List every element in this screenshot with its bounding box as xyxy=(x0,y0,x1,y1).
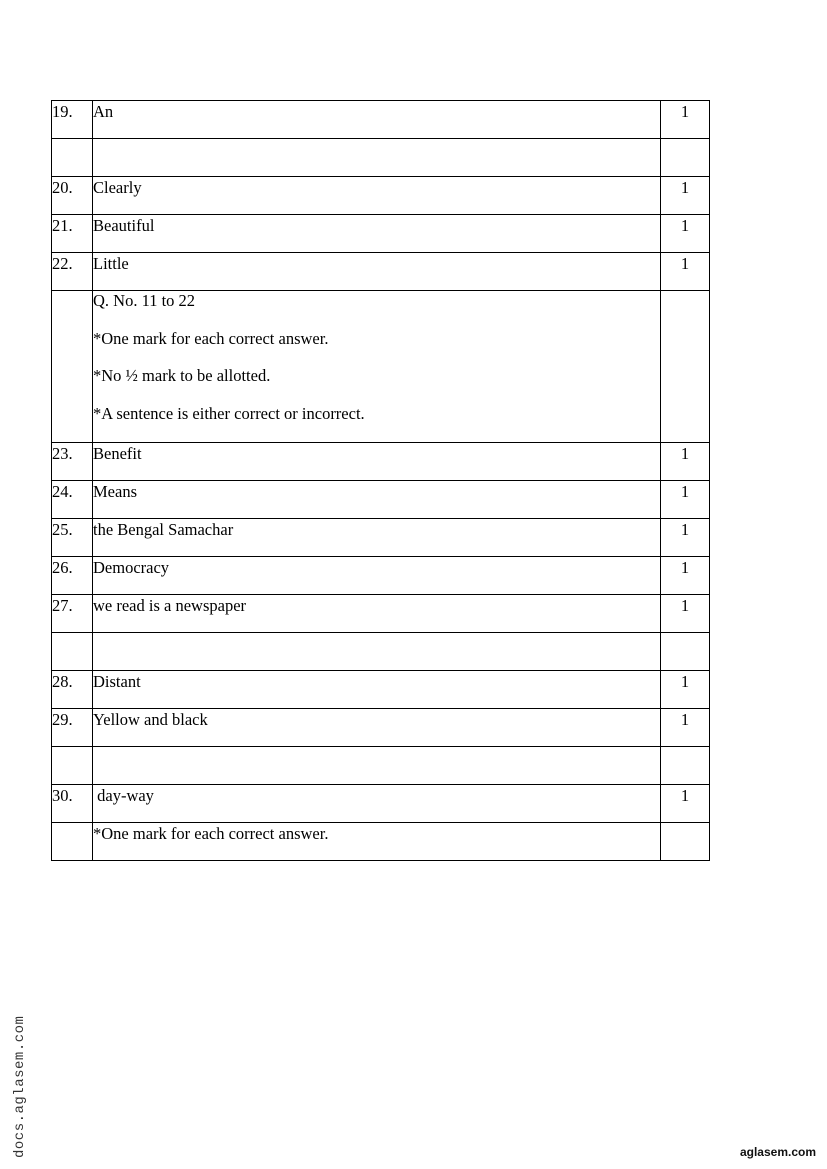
answer-text: Means xyxy=(93,481,661,519)
marks-value: 1 xyxy=(661,785,710,823)
answer-text: Clearly xyxy=(93,177,661,215)
note-line: Q. No. 11 to 22 xyxy=(93,291,196,310)
table-row xyxy=(52,671,710,709)
table-row xyxy=(52,823,710,861)
table-row xyxy=(52,747,710,785)
marking-notes xyxy=(93,291,661,443)
answer-text xyxy=(93,747,661,785)
answer-text: day-way xyxy=(93,785,661,823)
answer-text: the Bengal Samachar xyxy=(93,519,661,557)
marks-value: 1 xyxy=(661,709,710,747)
table-row xyxy=(52,253,710,291)
marks-value: 1 xyxy=(661,481,710,519)
answer-text: Yellow and black xyxy=(93,709,661,747)
marks-value: 1 xyxy=(661,519,710,557)
question-number: 25. xyxy=(52,519,93,557)
answer-text xyxy=(93,139,661,177)
marks-value: 1 xyxy=(661,443,710,481)
marks-value: 1 xyxy=(661,557,710,595)
table-row xyxy=(52,177,710,215)
table-row xyxy=(52,101,710,139)
answer-text: Distant xyxy=(93,671,661,709)
marks-value: 1 xyxy=(661,101,710,139)
note-line: *No ½ mark to be allotted. xyxy=(93,366,271,385)
answer-text: Beautiful xyxy=(93,215,661,253)
question-number xyxy=(52,823,93,861)
question-number: 20. xyxy=(52,177,93,215)
answer-key-table xyxy=(51,100,710,861)
question-number: 21. xyxy=(52,215,93,253)
marks-value: 1 xyxy=(661,177,710,215)
table-row xyxy=(52,709,710,747)
marking-notes-row xyxy=(52,291,710,443)
table-row xyxy=(52,481,710,519)
question-number xyxy=(52,633,93,671)
question-number xyxy=(52,747,93,785)
marks-value: 1 xyxy=(661,671,710,709)
question-number: 26. xyxy=(52,557,93,595)
question-number xyxy=(52,291,93,443)
question-number xyxy=(52,139,93,177)
side-watermark: docs.aglasem.com xyxy=(12,1015,28,1158)
note-line: *A sentence is either correct or incorrect. xyxy=(93,403,365,423)
footer-brand: aglasem.com xyxy=(739,1145,816,1159)
table-row xyxy=(52,215,710,253)
table-row xyxy=(52,443,710,481)
question-number: 22. xyxy=(52,253,93,291)
marks-value: 1 xyxy=(661,253,710,291)
answer-text: Democracy xyxy=(93,557,661,595)
marks-value xyxy=(661,747,710,785)
note-line: *One mark for each correct answer. xyxy=(93,328,329,348)
marks-value xyxy=(661,139,710,177)
table-row xyxy=(52,557,710,595)
marks-value: 1 xyxy=(661,215,710,253)
answer-text xyxy=(93,633,661,671)
question-number: 28. xyxy=(52,671,93,709)
table-row xyxy=(52,519,710,557)
answer-text: An xyxy=(93,101,661,139)
answer-text: Little xyxy=(93,253,661,291)
table-row xyxy=(52,595,710,633)
marks-value: 1 xyxy=(661,595,710,633)
question-number: 19. xyxy=(52,101,93,139)
marks-value xyxy=(661,633,710,671)
marks-value xyxy=(661,291,710,443)
table-row xyxy=(52,139,710,177)
table-row xyxy=(52,633,710,671)
answer-text: *One mark for each correct answer. xyxy=(93,823,661,861)
question-number: 29. xyxy=(52,709,93,747)
question-number: 24. xyxy=(52,481,93,519)
question-number: 30. xyxy=(52,785,93,823)
question-number: 23. xyxy=(52,443,93,481)
table-row xyxy=(52,785,710,823)
question-number: 27. xyxy=(52,595,93,633)
marks-value xyxy=(661,823,710,861)
answer-text: we read is a newspaper xyxy=(93,595,661,633)
answer-text: Benefit xyxy=(93,443,661,481)
